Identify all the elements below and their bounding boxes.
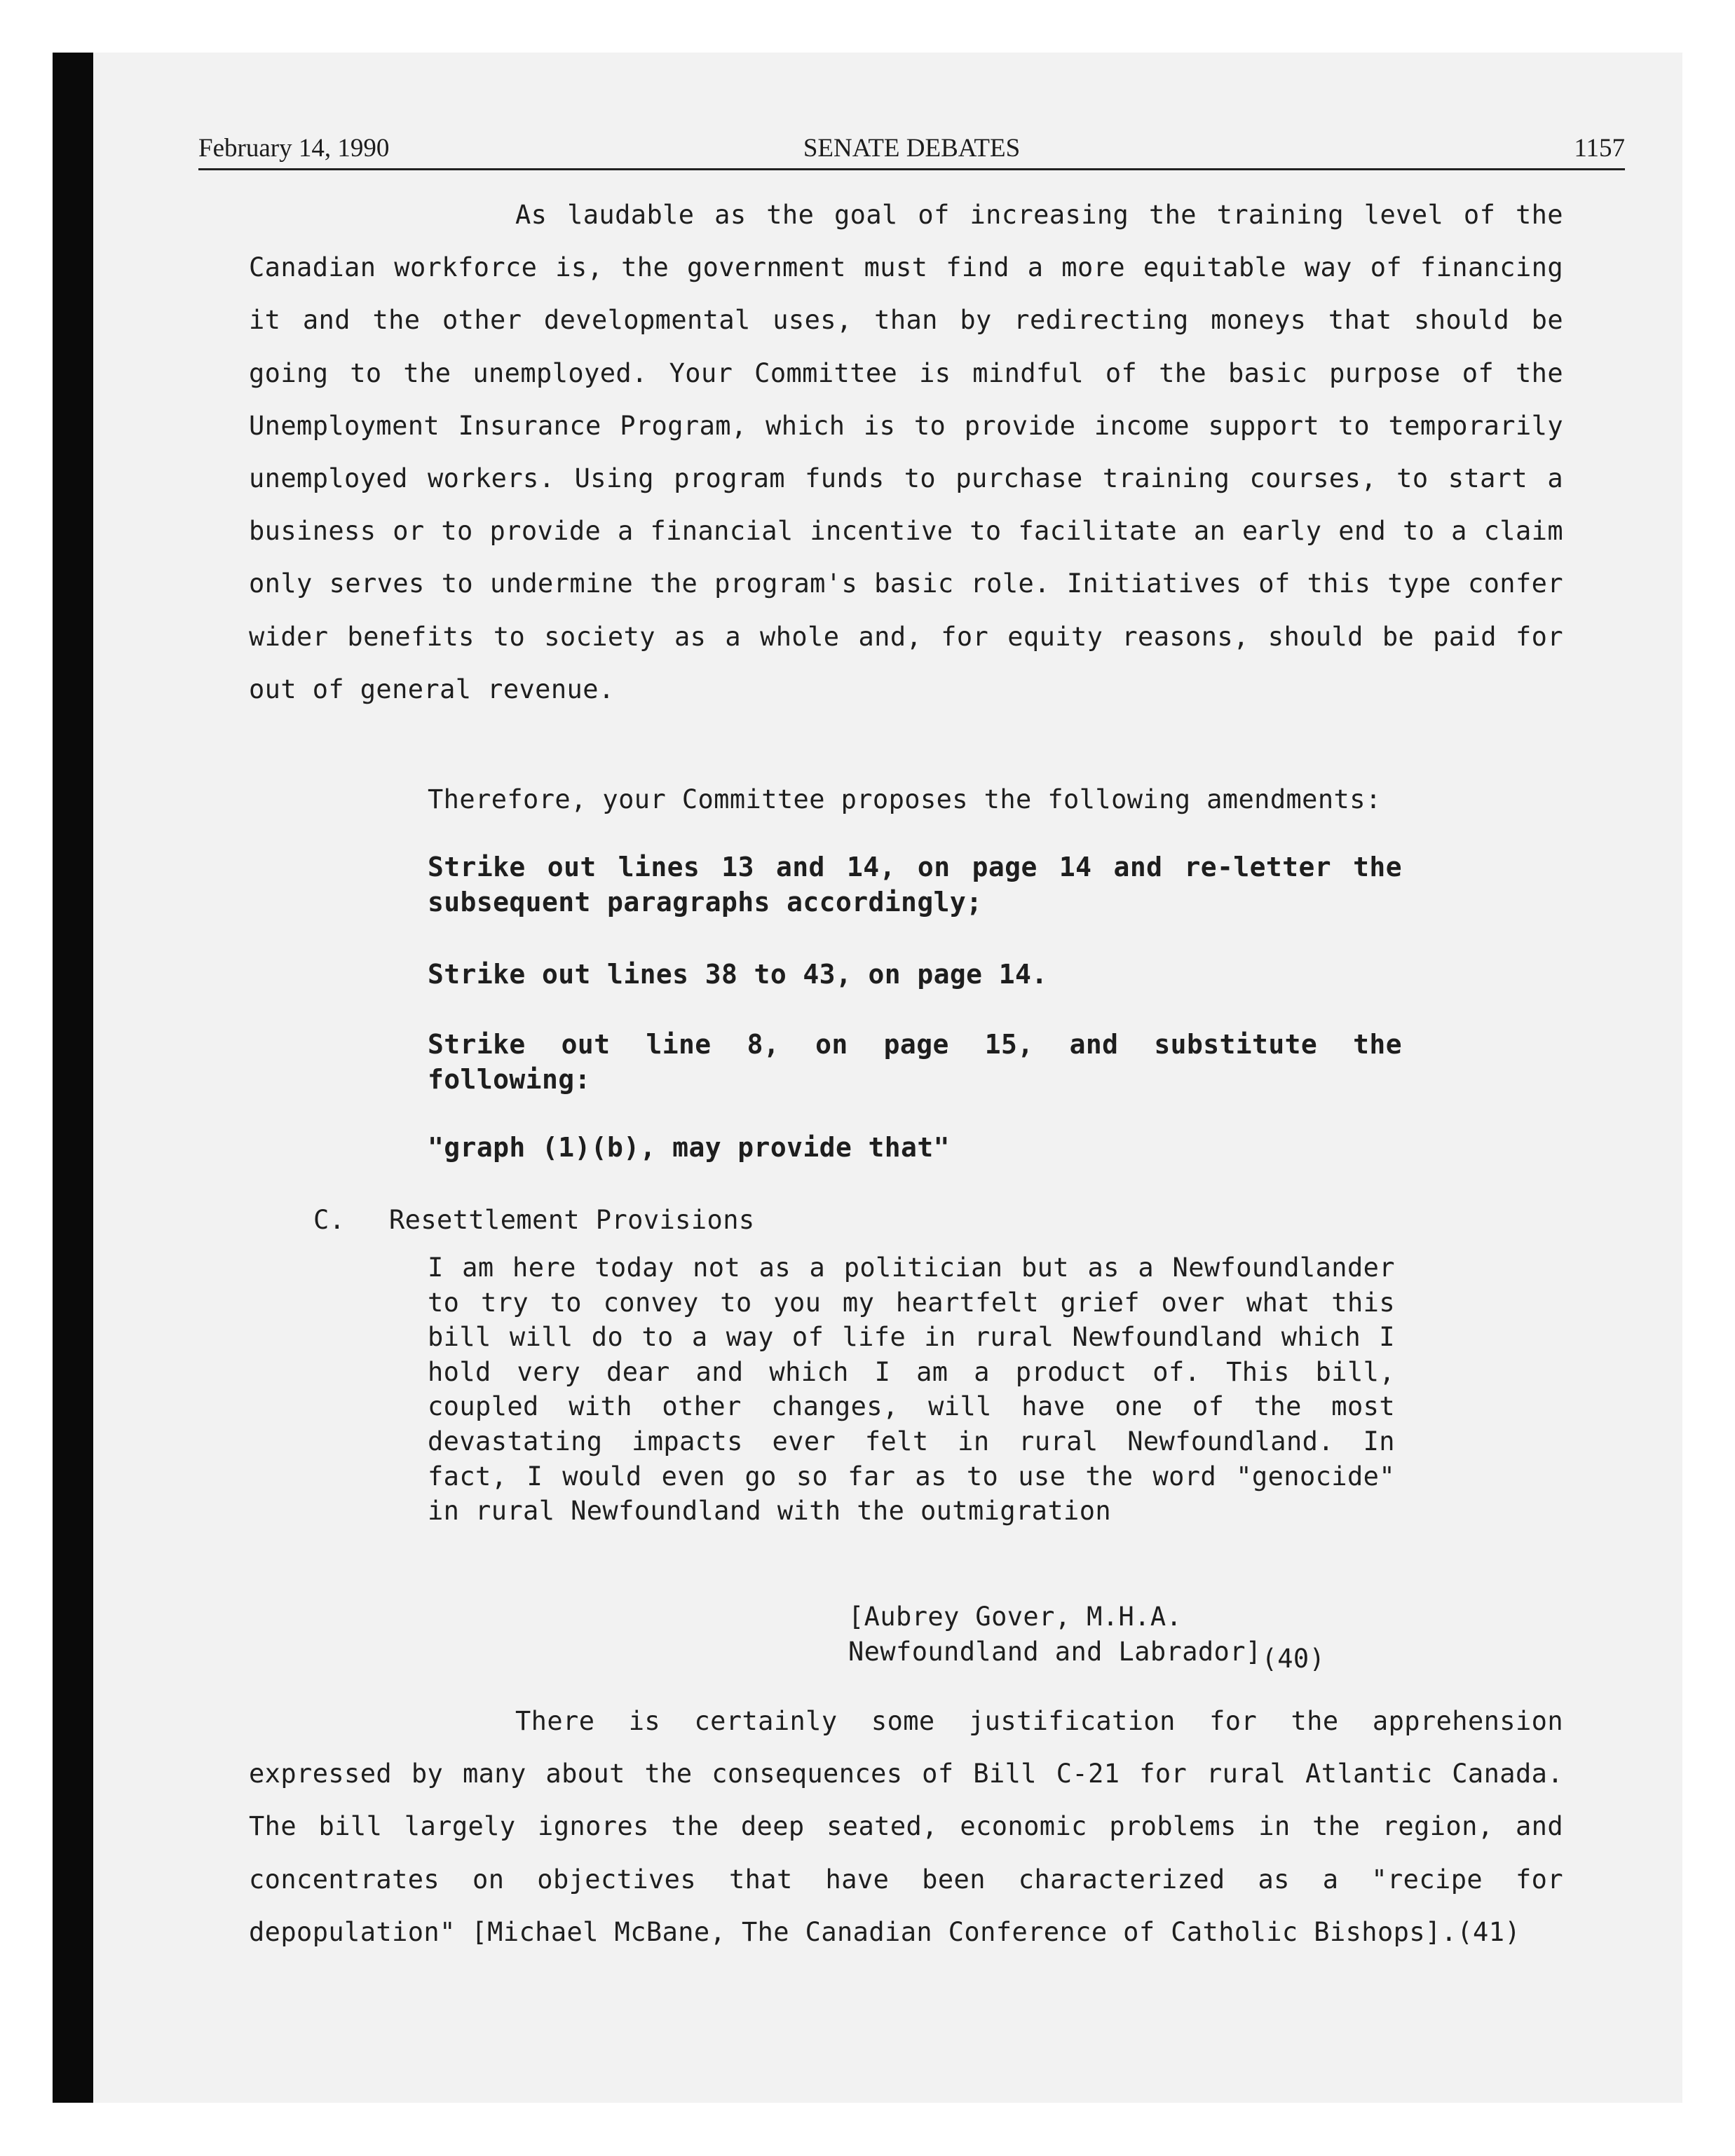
page-number: 1157 (1574, 134, 1625, 163)
amendment-4: "graph (1)(b), may provide that" (428, 1132, 950, 1163)
paragraph-training: As laudable as the goal of increasing the training level of the Canadian workforce is, the government must find a more equitable way of financing it and the other developmental uses, than by redirecting moneys that should be going to the unemployed. Your Committee is mindful of the basic purpose of the Unemployment Insurance Program, which is to provide income support to temporarily unemployed workers. Using program funds to purchase training courses, to start a business or to provide a financial incentive to facilitate an early end to a claim only serves to undermine the program's basic role. Initiatives of this type confer wider benefits to society as a whole and, for equity reasons, should be paid for out of general revenue. (249, 200, 1563, 704)
amendment-2: Strike out lines 38 to 43, on page 14. (428, 959, 1048, 990)
attribution-affiliation (848, 1635, 1325, 1677)
paragraph-closing: There is certainly some justification for the apprehension expressed by many about the consequences of Bill C-21 for rural Atlantic Canada. The bill largely ignores the deep seated, economic problems in the region, and concentrates on objectives that have been characterized as a "recipe for depopulation" [Michael McBane, The Canadian Conference of Catholic Bishops].(41) (249, 1706, 1563, 1947)
scan-border (53, 53, 93, 2103)
paragraph-amendments-intro: Therefore, your Committee proposes the following amendments: (428, 784, 1382, 814)
block-quote: I am here today not as a politician but as a Newfoundlander to try to convey to you my heartfelt grief over what this bill will do to a way of life in rural Newfoundland which I hold very dear and which I am a product of. This bill, coupled with other changes, will have one of the most devastating impacts ever felt in rural Newfoundland. In fact, I would even go so far as to use the word "genocide" in rural Newfoundland with the outmigration (428, 1253, 1395, 1527)
running-head (198, 133, 1625, 170)
section-title: Resettlement Provisions (389, 1205, 755, 1235)
amendment-3: Strike out line 8, on page 15, and substitute the following: (428, 1029, 1402, 1095)
footnote-ref: (40) (1261, 1644, 1326, 1674)
journal-title: SENATE DEBATES (803, 134, 1021, 163)
amendment-1: Strike out lines 13 and 14, on page 14 and re-letter the subsequent paragraphs accordingly; (428, 852, 1402, 917)
attribution-name: [Aubrey Gover, M.H.A. (848, 1602, 1183, 1632)
header-date: February 14, 1990 (198, 134, 390, 163)
section-heading (313, 1203, 755, 1238)
attribution-region: Newfoundland and Labrador] (848, 1637, 1262, 1667)
section-letter: C. (313, 1205, 346, 1235)
quote-attribution (848, 1599, 1325, 1677)
